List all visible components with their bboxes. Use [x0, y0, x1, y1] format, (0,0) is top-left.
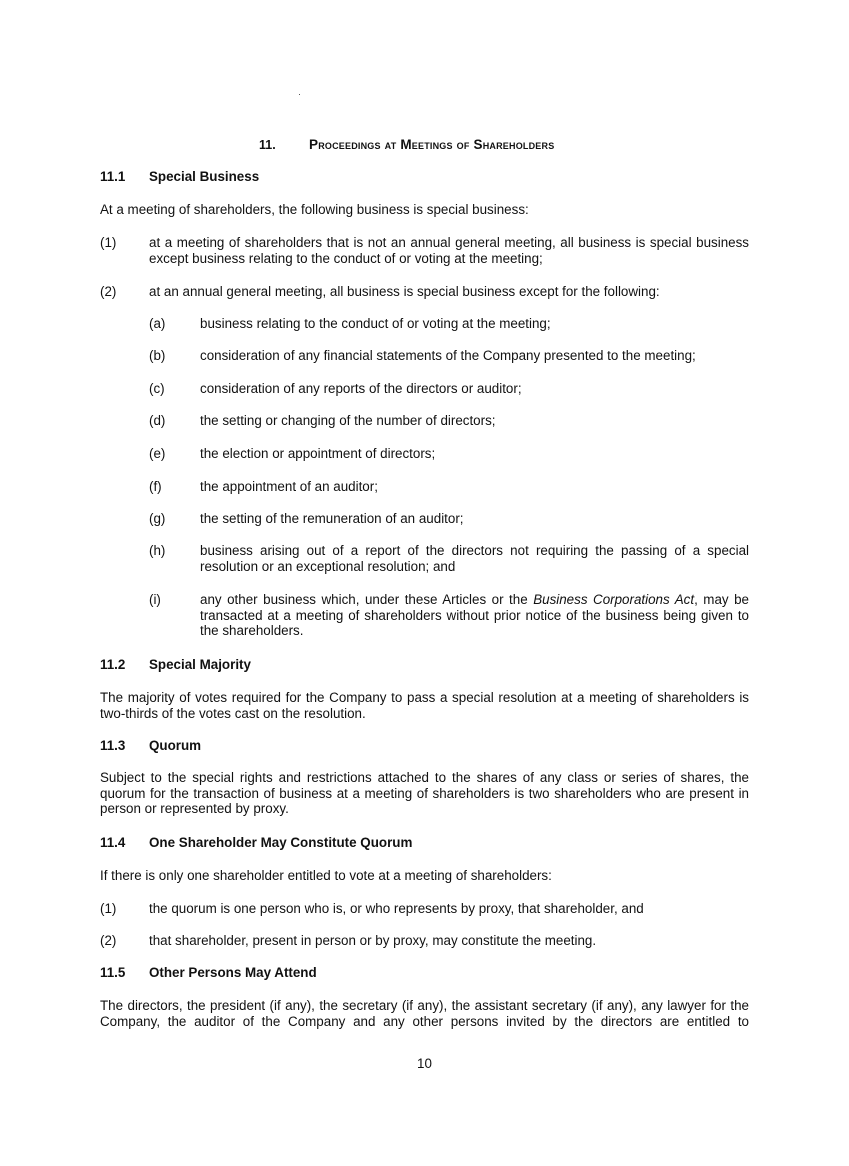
- list-item: (1) at a meeting of shareholders that is not an annual general meeting, all business is special business except business relating to the conduct of or voting at the meeting;: [100, 235, 749, 266]
- sub-list-item: (h) business arising out of a report of the directors not requiring the passing of a special resolution or an exceptional resolution; and: [149, 543, 749, 574]
- section-heading-11-3: 11.3 Quorum: [100, 738, 202, 753]
- act-name: Business Corporations Act: [533, 592, 695, 607]
- section-heading-11-1: 11.1 Special Business: [100, 169, 260, 184]
- list-item: (2) that shareholder, present in person or by proxy, may constitute the meeting.: [100, 933, 597, 948]
- sub-list-item: (c) consideration of any reports of the directors or auditor;: [149, 381, 522, 396]
- section-11-1-intro: At a meeting of shareholders, the following business is special business:: [100, 202, 529, 217]
- section-heading-11-5: 11.5 Other Persons May Attend: [100, 965, 317, 980]
- sub-list-item: (g) the setting of the remuneration of an auditor;: [149, 511, 464, 526]
- sub-list-item: (f) the appointment of an auditor;: [149, 479, 378, 494]
- section-heading-11-2: 11.2 Special Majority: [100, 657, 251, 672]
- list-item: (2) at an annual general meeting, all business is special business except for the following:: [100, 284, 660, 299]
- section-11-3-text: Subject to the special rights and restrictions attached to the shares of any class or series of shares, the quorum for the transaction of business at a meeting of shareholders is two shareholders who are present in person or represented by proxy.: [100, 770, 749, 816]
- sub-list-item: (d) the setting or changing of the number of directors;: [149, 413, 496, 428]
- section-heading-11-4: 11.4 One Shareholder May Constitute Quorum: [100, 835, 413, 850]
- section-11-5-text: The directors, the president (if any), the secretary (if any), the assistant secretary (if any), any lawyer for the Company, the auditor of the Company and any other persons invited by the directors are entitled to: [100, 998, 749, 1029]
- chapter-heading: Proceedings at Meetings of Shareholders: [309, 137, 555, 152]
- sub-list-item: (e) the election or appointment of directors;: [149, 446, 436, 461]
- list-item: (1) the quorum is one person who is, or who represents by proxy, that shareholder, and: [100, 901, 644, 916]
- section-11-4-intro: If there is only one shareholder entitled to vote at a meeting of shareholders:: [100, 868, 552, 883]
- sub-list-item: (b) consideration of any financial statements of the Company presented to the meeting;: [149, 348, 696, 363]
- chapter-number: 11.: [259, 138, 276, 152]
- stray-mark: [299, 94, 300, 95]
- section-11-2-text: The majority of votes required for the Company to pass a special resolution at a meeting of shareholders is two-thirds of the votes cast on the resolution.: [100, 690, 749, 721]
- sub-list-item: (i) any other business which, under these Articles or the Business Corporations Act, may be transacted at a meeting of shareholders without prior notice of the business being given to the shareholders.: [149, 592, 749, 638]
- sub-list-item: (a) business relating to the conduct of or voting at the meeting;: [149, 316, 551, 331]
- page-number: 10: [417, 1056, 432, 1071]
- chapter-title: [259, 137, 554, 154]
